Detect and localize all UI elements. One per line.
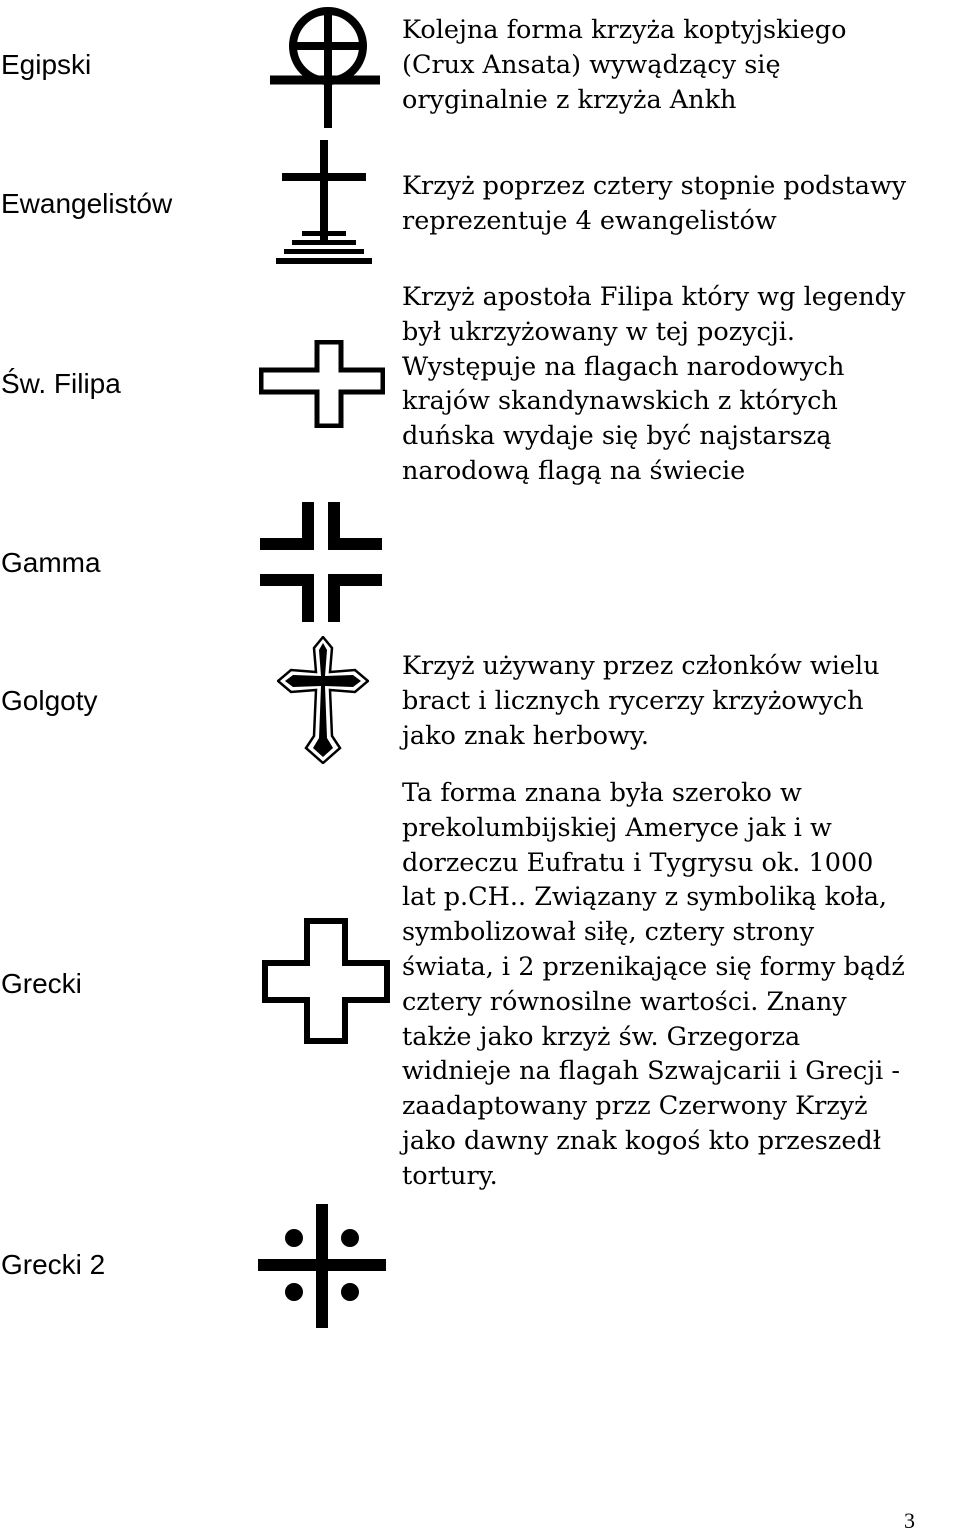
golgotha-cross-icon: [277, 636, 369, 764]
cross-description-ewangelistow: Krzyż poprzez cztery stopnie podstawy reprezentuje 4 ewangelistów: [402, 171, 907, 236]
cross-name-grecki-2: Grecki 2: [1, 1249, 106, 1280]
cross-description-egipski: Kolejna forma krzyża koptyjskiego (Crux Ansata) wywądzący się oryginalnie z krzyża Ankh: [402, 15, 847, 115]
cross-name-grecki: Grecki: [1, 968, 82, 999]
cross-description-sw-filipa: Krzyż apostoła Filipa który wg legendy był ukrzyżowany w tej pozycji. Występuje na flagach narodowych krajów skandynawskich z których duńska wydaje się być najstarszą narodową flagą na świecie: [402, 282, 906, 486]
gamma-cross-icon: [258, 500, 384, 624]
st-philip-cross-icon: [259, 340, 385, 428]
cross-name-egipski: Egipski: [1, 49, 92, 80]
cross-name-gamma: Gamma: [1, 547, 101, 578]
page-number: 3: [904, 1508, 915, 1533]
evangelists-cross-icon: [276, 140, 372, 266]
greek-dotted-cross-icon: [258, 1204, 386, 1328]
cross-name-ewangelistow: Ewangelistów: [1, 188, 173, 219]
cross-description-grecki: Ta forma znana była szeroko w prekolumbijskiej Ameryce jak i w dorzeczu Eufratu i Tygrysu ok. 1000 lat p.CH.. Związany z symboliką koła, symbolizował siłę, cztery strony świata, i 2 przenikające się formy bądź cztery równosilne wartości. Znany także jako krzyż św. Grzegorza widnieje na flagah Szwajcarii i Grecji - zaadaptowany przz Czerwony Krzyż jako dawny znak kogoś kto przeszedł tortury.: [402, 778, 905, 1191]
coptic-ankh-cross-icon: [270, 4, 380, 128]
cross-name-golgoty: Golgoty: [1, 685, 98, 716]
greek-cross-icon: [262, 918, 390, 1044]
cross-description-golgoty: Krzyż używany przez członków wielu bract i licznych rycerzy krzyżowych jako znak herbowy.: [402, 651, 880, 751]
cross-name-sw-filipa: Św. Filipa: [1, 368, 121, 399]
